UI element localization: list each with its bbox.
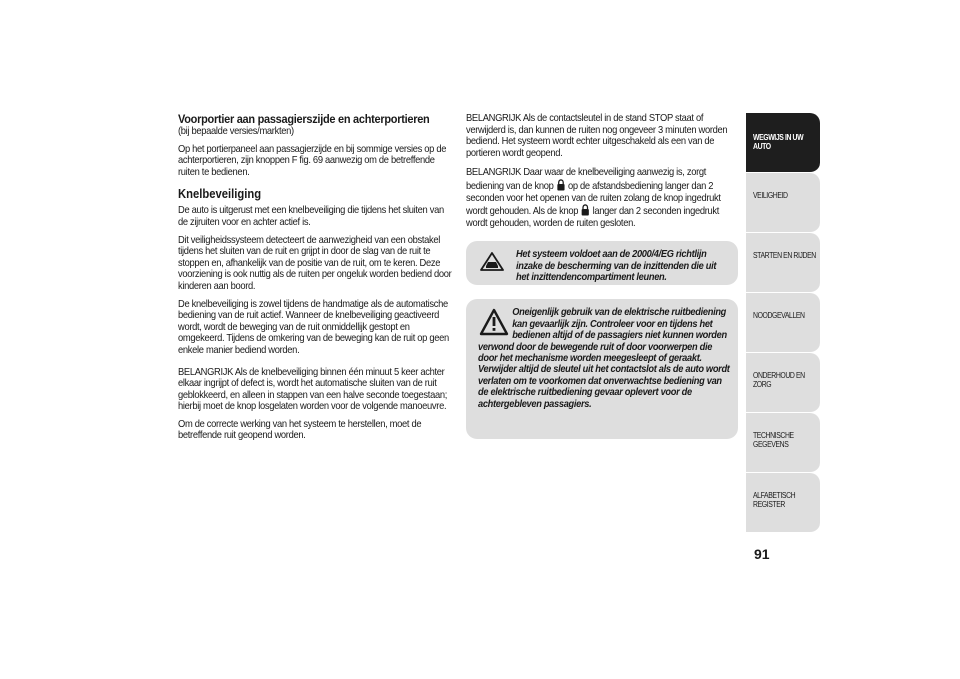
paragraph: BELANGRIJK Als de knelbeveiliging binnen één minuut 5 keer achter elkaar ingrijpt of defect is, wordt het automatische sluiten van de ruit geblokkeerd, en alleen in stappen van een halve seconde toegestaan; hierbij moet de knop losgelaten worden voor de volgende manoeuvre.: [178, 366, 448, 413]
tab-label: ALFABETISCH REGISTER: [753, 490, 796, 510]
paragraph-part: langer dan 2 seconden ingedrukt wordt gehouden, worden de ruiten gesloten.: [466, 206, 720, 229]
warning-note: [466, 299, 738, 439]
tab-technische-gegevens[interactable]: [746, 413, 820, 473]
paragraph: Om de correcte werking van het systeem te herstellen, moet de betreffende ruit geopend worden.: [178, 418, 422, 442]
padlock-icon: [557, 179, 565, 191]
tab-label: TECHNISCHE GEGEVENS: [753, 430, 794, 450]
paragraph: BELANGRIJK Als de contactsleutel in de stand STOP staat of verwijderd is, dan kunnen de ruiten nog ongeveer 3 minuten worden bediend. Het systeem wordt echter uitgeschakeld als een van de portieren wordt geopend.: [466, 113, 728, 159]
section-heading: Voorportier aan passagierszijde en achterportieren: [178, 112, 430, 126]
tab-wegwijs-in-uw-auto[interactable]: [746, 113, 820, 173]
tab-label: STARTEN EN RIJDEN: [753, 250, 816, 260]
tab-onderhoud-en-zorg[interactable]: [746, 353, 820, 413]
padlock-icon: [581, 204, 589, 216]
paragraph: Dit veiligheidssysteem detecteert de aanwezigheid van een obstakel tijdens het sluiten van de ruit en grijpt in door de slag van de ruit te stoppen en, afhankelijk van de positie van de ruit, om te keren. Deze voorziening is ook nuttig als de ruiten per ongeluk worden bediend door kinderen aan boord.: [178, 234, 452, 292]
note-text: Het systeem voldoet aan de 2000/4/EG richtlijn inzake de bescherming van de inzittenden die uit het inzittendencompartiment leunen.: [516, 249, 717, 284]
tab-alfabetisch-register[interactable]: [746, 473, 820, 533]
page-number: 91: [754, 546, 770, 562]
paragraph: De auto is uitgerust met een knelbeveiliging die tijdens het sluiten van de zijruiten voor en achter actief is.: [178, 205, 444, 228]
tab-veiligheid[interactable]: [746, 173, 820, 233]
section-heading-knelbeveiliging: Knelbeveiliging: [178, 187, 262, 202]
warning-text: Oneigenlijk gebruik van de elektrische ruitbediening kan gevaarlijk zijn. Controleer voor en tijdens het bedienen altijd of de passagiers niet kunnen worden verwond door de bewegende ruit of door voorwerpen die door het mechanisme worden meegesleept of geraakt. Verwijder altijd de sleutel uit het contactslot als de auto wordt verlaten om te voorkomen dat onverwachtse bediening van de elektrische ruitbediening gevaar oplevert voor de achtergebleven passagiers.: [478, 307, 730, 410]
paragraph-part: op de afstandsbediening langer dan 2 seconden voor het openen van de ruiten zolang de knop ingedrukt wordt gehouden. Als de knop: [466, 180, 721, 218]
tab-starten-en-rijden[interactable]: [746, 233, 820, 293]
section-subheading: (bij bepaalde versies/markten): [178, 126, 294, 137]
paragraph: Op het portierpaneel aan passagierzijde en bij sommige versies op de achterportieren, zijn knoppen F fig. 69 aanwezig om de betreffende ruiten te bedienen.: [178, 143, 447, 178]
left-column: [178, 113, 456, 448]
tab-label: NOODGEVALLEN: [753, 310, 805, 320]
paragraph: De knelbeveiliging is zowel tijdens de handmatige als de automatische bediening van de ruit actief. Wanneer de knelbeveiliging geactiveerd wordt, wordt de beweging van de ruit onmiddellijk gestopt en omgekeerd. Tijdens de omkering van de beweging kan de ruit op geen enkele manier bediend worden.: [178, 298, 449, 356]
car-window-icon: [478, 249, 506, 273]
tab-label: VEILIGHEID: [753, 190, 788, 200]
info-note: [466, 241, 738, 285]
tab-label: WEGWIJS IN UW AUTO: [753, 132, 804, 152]
tab-noodgevallen[interactable]: [746, 293, 820, 353]
paragraph-part: BELANGRIJK Daar waar de knelbeveiliging aanwezig is, zorgt bediening van de knop: [466, 167, 707, 192]
tab-label: ONDERHOUD EN ZORG: [753, 370, 805, 390]
right-column: [466, 113, 738, 449]
paragraph-lock-button: [466, 167, 738, 229]
chapter-tabs: [746, 113, 820, 533]
